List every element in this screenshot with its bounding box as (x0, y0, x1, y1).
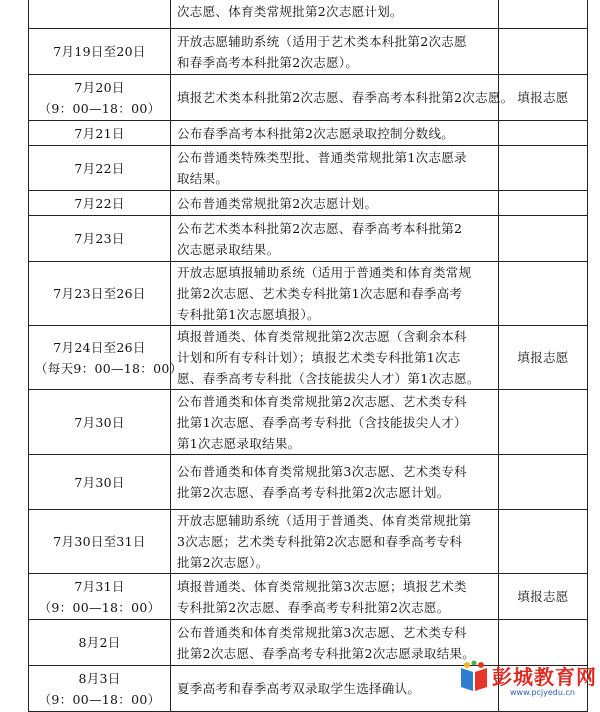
watermark-url: www.pcjyedu.cn (510, 688, 575, 697)
date-cell-line: 7月31日 (74, 578, 125, 594)
content-cell-line: 公布春季高考本科批第2次志愿录取控制分数线。 (177, 125, 455, 141)
date-cell-line: 7月24日至26日 (53, 339, 146, 355)
date-cell (29, 390, 171, 455)
date-cell (29, 574, 171, 620)
date-cell-line: 8月2日 (78, 635, 121, 650)
date-cell (29, 0, 171, 29)
date-cell-line: 7月30日 (74, 414, 125, 430)
date-cell-line: 7月20日 (74, 79, 125, 95)
content-cell-line: 夏季高考和春季高考双录取学生选择确认。 (177, 681, 421, 696)
content-cell-line: 填报艺术类本科批第2次志愿、春季高考本科批第2次志愿。 (177, 90, 514, 105)
content-cell-line: 填报普通类、体育类常规批第3次志愿；填报艺术类 (177, 578, 467, 594)
date-cell-line: 7月22日 (74, 195, 125, 211)
content-cell-line: 公布普通类特殊类型批、普通类常规批第1次志愿录 (177, 150, 467, 165)
date-cell-line: （9：00—18：00） (38, 691, 161, 707)
date-cell-line: 7月23日 (74, 231, 125, 246)
note-cell: 填报志愿 (499, 75, 588, 121)
note-cell: 填报志愿 (499, 574, 588, 620)
content-cell-line: 次志愿录取结果。 (177, 241, 280, 257)
date-cell-line: （每天9：00—18：00） (35, 360, 183, 376)
content-cell-line: 次志愿、体育类常规批第2次志愿计划。 (177, 4, 403, 19)
content-cell (171, 510, 499, 574)
schedule-body (29, 0, 588, 712)
content-cell-line: 批第2次志愿、艺术类专科批第1次志愿和春季高考 (177, 286, 463, 301)
table-row (29, 455, 588, 510)
content-cell-line: 公布普通类和体育类常规批第2次志愿、艺术类专科 (177, 393, 467, 409)
content-cell (171, 390, 499, 455)
note-cell (499, 191, 588, 216)
content-cell (171, 146, 499, 191)
note-cell: 填报志愿 (499, 326, 588, 390)
table-row (29, 390, 588, 455)
schedule-table (28, 0, 588, 712)
table-row (29, 121, 588, 146)
note-cell (499, 216, 588, 262)
content-cell (171, 326, 499, 390)
content-cell-line: 愿、春季高考专科批（含技能拔尖人才）第1次志愿。 (177, 371, 480, 386)
content-cell-line: 开放志愿辅助系统（适用于普通类、体育类常规批第 (177, 513, 472, 528)
note-cell (499, 29, 588, 75)
date-cell (29, 262, 171, 326)
note-cell (499, 455, 588, 510)
content-cell-line: 专科批第1次志愿填报）。 (177, 307, 320, 322)
date-cell (29, 121, 171, 146)
content-cell (171, 455, 499, 510)
table-row (29, 75, 588, 121)
date-cell (29, 216, 171, 262)
content-cell (171, 191, 499, 216)
note-cell (499, 146, 588, 191)
date-cell-line: 7月19日至20日 (53, 44, 146, 59)
table-row (29, 146, 588, 191)
content-cell-line: 公布普通类和体育类常规批第3次志愿、艺术类专科 (177, 624, 467, 640)
table-row (29, 191, 588, 216)
date-cell (29, 510, 171, 574)
date-cell-line: 7月22日 (74, 160, 125, 176)
content-cell (171, 0, 499, 29)
table-row (29, 0, 588, 29)
site-watermark-logo (452, 657, 600, 706)
content-cell (171, 262, 499, 326)
table-row (29, 326, 588, 390)
content-cell (171, 121, 499, 146)
date-cell-line: 7月30日至31日 (53, 534, 146, 549)
table-row (29, 29, 588, 75)
content-cell-line: 专科批第2次志愿、春季高考专科批第2次志愿。 (177, 599, 450, 615)
date-cell-line: （9：00—18：00） (38, 100, 161, 116)
content-cell-line: 公布普通类和体育类常规批第3次志愿、艺术类专科 (177, 464, 467, 479)
table-row (29, 510, 588, 574)
date-cell (29, 146, 171, 191)
content-cell (171, 574, 499, 620)
content-cell-line: 公布艺术类本科批第2次志愿、春季高考本科批第2 (177, 220, 463, 236)
date-cell (29, 666, 171, 712)
content-cell-line: 公布普通类常规批第2次志愿计划。 (177, 195, 378, 211)
note-cell (499, 262, 588, 326)
date-cell (29, 620, 171, 666)
content-cell (171, 216, 499, 262)
date-cell (29, 29, 171, 75)
content-cell-line: 批第1次志愿、春季高考专科批（含技能拔尖人才） (177, 414, 467, 430)
content-cell (171, 29, 499, 75)
date-cell-line: （9：00—18：00） (38, 599, 161, 615)
content-cell-line: 计划和所有专科计划）；填报艺术类专科批第1次志 (177, 350, 461, 365)
content-cell (171, 666, 499, 712)
content-cell-line: 批第2次志愿）。 (177, 555, 269, 570)
content-cell-line: 批第2次志愿、春季高考专科批第2次志愿计划。 (177, 485, 450, 500)
content-cell-line: 填报普通类、体育类常规批第2次志愿（含剩余本科 (177, 329, 467, 344)
date-cell (29, 191, 171, 216)
date-cell (29, 326, 183, 390)
note-cell (499, 121, 588, 146)
table-row (29, 216, 588, 262)
content-cell-line: 3次志愿；艺术类专科批第2次志愿和春季高考专科 (177, 534, 463, 549)
content-cell-line: 取结果。 (177, 171, 229, 186)
date-cell (29, 75, 171, 121)
note-cell (499, 390, 588, 455)
note-cell (499, 0, 588, 29)
date-cell-line: 7月21日 (74, 125, 125, 141)
content-cell (171, 620, 499, 666)
date-cell-line: 8月3日 (78, 670, 121, 686)
watermark-name: 彭城教育网 (492, 665, 597, 689)
table-row (29, 574, 588, 620)
book-icon (458, 660, 490, 694)
date-cell (29, 455, 171, 510)
date-cell-line: 7月23日至26日 (53, 286, 146, 301)
content-cell-line: 批第2次志愿、春季高考专科批第2次志愿录取结果。 (177, 645, 476, 661)
content-cell (171, 75, 514, 121)
content-cell-line: 开放志愿填报辅助系统（适用于普通类和体育类常规 (177, 265, 472, 280)
content-cell-line: 和春季高考本科批第2次志愿）。 (177, 54, 359, 70)
content-cell-line: 开放志愿辅助系统（适用于艺术类本科批第2次志愿 (177, 33, 467, 49)
content-cell-line: 第1次志愿录取结果。 (177, 435, 301, 451)
table-row (29, 262, 588, 326)
date-cell-line: 7月30日 (74, 474, 125, 490)
note-cell (499, 510, 588, 574)
